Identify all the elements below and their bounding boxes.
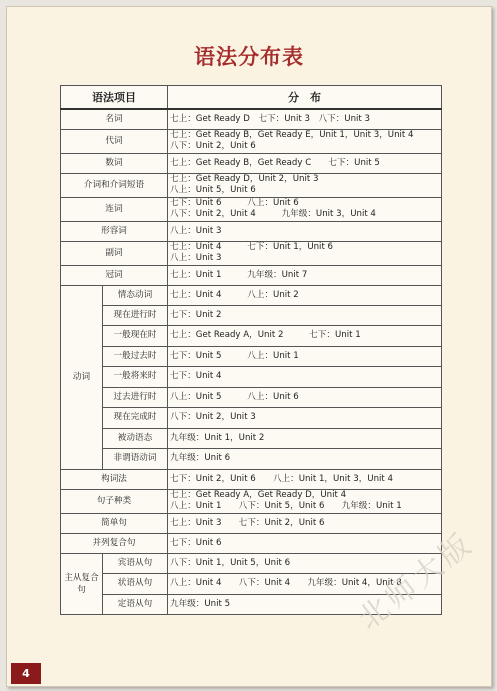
table-row (61, 489, 442, 513)
distribution-cell (168, 533, 442, 553)
table-row (61, 346, 442, 366)
table-row (61, 265, 442, 285)
grammar-subitem: 定语从句 (103, 594, 168, 614)
publisher-watermark: 北师大版 (351, 525, 481, 637)
page-number: 4 (11, 663, 41, 684)
grammar-subitem: 状语从句 (103, 573, 168, 594)
distribution-cell (168, 513, 442, 533)
distribution-line: 七下：Unit 6 八上：Unit 6 (170, 198, 299, 208)
table-row (61, 241, 442, 265)
distribution-cell: 七上：Get Ready A，Unit 2 七下：Unit 1 (168, 325, 442, 346)
table-row (61, 428, 442, 448)
table-row (61, 305, 442, 325)
distribution-cell: 八上：Unit 4 八下：Unit 4 九年级：Unit 4，Unit 8 (168, 573, 442, 594)
table-row (61, 366, 442, 387)
table-row (61, 197, 442, 221)
distribution-line: 七下：Unit 2，Unit 6 八上：Unit 1，Unit 3，Unit 4 (170, 473, 393, 484)
grammar-subitem: 被动语态 (103, 428, 168, 448)
distribution-line: 七上：Get Ready B，Get Ready E，Unit 1，Unit 3，Unit 4 (170, 130, 414, 140)
grammar-item: 构词法 (61, 469, 168, 489)
distribution-cell (168, 109, 442, 129)
header-distribution: 分 布 (168, 86, 442, 110)
distribution-line: 七下：Unit 6 (170, 537, 222, 548)
distribution-line: 七上：Unit 4 七下：Unit 1，Unit 6 (170, 242, 334, 252)
distribution-line: 七上：Unit 3 七下：Unit 2，Unit 6 (170, 517, 325, 528)
table-row (61, 533, 442, 553)
page-title: 语法分布表 (194, 45, 304, 69)
grammar-item: 代词 (61, 129, 168, 153)
table-row (61, 129, 442, 153)
distribution-cell: 八上：Unit 5 八上：Unit 6 (168, 387, 442, 407)
table-row (61, 387, 442, 407)
grammar-item: 数词 (61, 153, 168, 173)
grammar-subitem: 宾语从句 (103, 553, 168, 573)
distribution-cell: 八下：Unit 2，Unit 3 (168, 407, 442, 428)
table-row (61, 407, 442, 428)
distribution-line: 八上：Unit 1 八下：Unit 5，Unit 6 九年级：Unit 1 (170, 501, 402, 511)
table-row (61, 325, 442, 346)
grammar-subitem: 一般现在时 (103, 325, 168, 346)
distribution-line: 七上：Get Ready D，Unit 2，Unit 3 (170, 174, 319, 184)
grammar-subitem: 现在完成时 (103, 407, 168, 428)
distribution-cell (168, 265, 442, 285)
grammar-subitem: 情态动词 (103, 285, 168, 305)
grammar-item: 介词和介词短语 (61, 173, 168, 197)
distribution-cell: 七上：Unit 4 八上：Unit 2 (168, 285, 442, 305)
table-row (61, 285, 442, 305)
distribution-cell (168, 221, 442, 241)
grammar-item: 冠词 (61, 265, 168, 285)
distribution-cell (168, 241, 442, 265)
distribution-cell: 八下：Unit 1，Unit 5，Unit 6 (168, 553, 442, 573)
table-row (61, 109, 442, 129)
table-row (61, 513, 442, 533)
grammar-item: 简单句 (61, 513, 168, 533)
distribution-cell (168, 129, 442, 153)
grammar-subitem: 一般过去时 (103, 346, 168, 366)
table-row (61, 469, 442, 489)
distribution-line: 八上：Unit 5，Unit 6 (170, 185, 256, 195)
distribution-line: 七上：Get Ready D 七下：Unit 3 八下：Unit 3 (170, 113, 370, 124)
table-row (61, 448, 442, 469)
distribution-cell: 七下：Unit 4 (168, 366, 442, 387)
distribution-line: 八上：Unit 3 (170, 253, 222, 263)
table-row (61, 153, 442, 173)
distribution-cell: 九年级：Unit 6 (168, 448, 442, 469)
grammar-item: 副词 (61, 241, 168, 265)
clause-group-label: 主从复合句 (61, 553, 103, 614)
grammar-subitem: 一般将来时 (103, 366, 168, 387)
grammar-subitem: 过去进行时 (103, 387, 168, 407)
distribution-cell (168, 153, 442, 173)
page (6, 6, 492, 687)
distribution-line: 七上：Get Ready A，Get Ready D，Unit 4 (170, 490, 347, 500)
table-row (61, 221, 442, 241)
grammar-subitem: 现在进行时 (103, 305, 168, 325)
table-row (61, 173, 442, 197)
distribution-cell: 七下：Unit 5 八上：Unit 1 (168, 346, 442, 366)
distribution-line: 八上：Unit 3 (170, 225, 222, 236)
distribution-cell: 九年级：Unit 5 (168, 594, 442, 614)
table-row (61, 553, 442, 573)
distribution-cell (168, 173, 442, 197)
distribution-cell (168, 197, 442, 221)
distribution-cell (168, 489, 442, 513)
distribution-line: 七上：Get Ready B，Get Ready C 七下：Unit 5 (170, 157, 380, 168)
grammar-distribution-table (60, 85, 442, 615)
grammar-item: 名词 (61, 109, 168, 129)
distribution-cell: 七下：Unit 2 (168, 305, 442, 325)
distribution-cell: 九年级：Unit 1，Unit 2 (168, 428, 442, 448)
distribution-line: 八下：Unit 2，Unit 4 九年级：Unit 3，Unit 4 (170, 209, 376, 219)
grammar-item: 句子种类 (61, 489, 168, 513)
verb-group-label: 动词 (61, 285, 103, 469)
distribution-line: 七上：Unit 1 九年级：Unit 7 (170, 269, 308, 280)
grammar-subitem: 非谓语动词 (103, 448, 168, 469)
distribution-cell (168, 469, 442, 489)
grammar-item: 并列复合句 (61, 533, 168, 553)
distribution-line: 八下：Unit 2，Unit 6 (170, 141, 256, 151)
header-grammar-item: 语法项目 (61, 86, 168, 110)
grammar-item: 连词 (61, 197, 168, 221)
grammar-item: 形容词 (61, 221, 168, 241)
